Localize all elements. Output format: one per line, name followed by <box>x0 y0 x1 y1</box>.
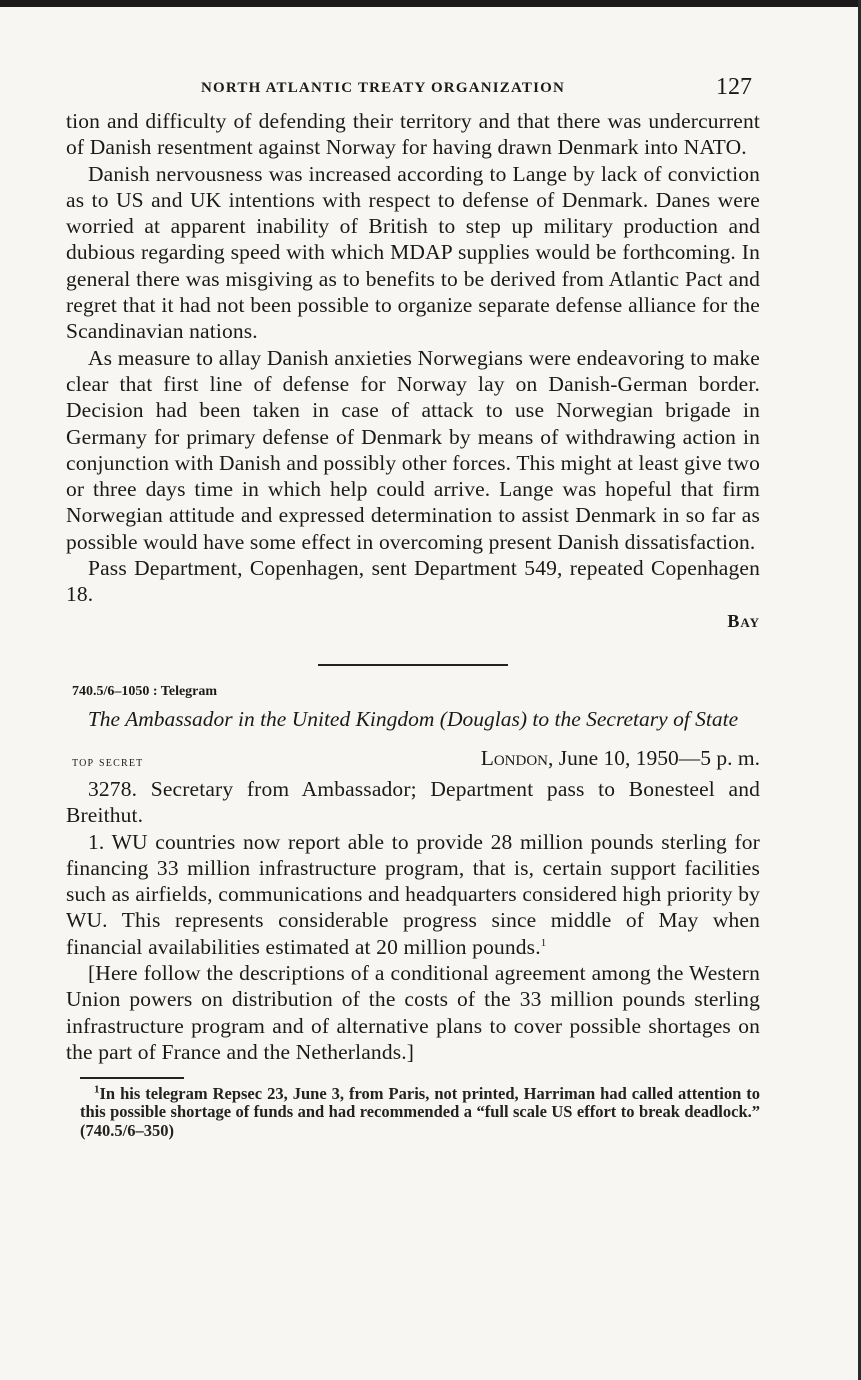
telegram-body <box>66 776 760 1065</box>
file-reference: 740.5/6–1050 : Telegram <box>72 683 218 699</box>
footnote <box>66 1085 760 1141</box>
paragraph-text: 1. WU countries now report able to provide 28 million pounds sterling for financing 33 million infrastructure program, that is, certain support facilities such as airfields, communications and headquarters considered high priority by WU. This represents considerable progress since middle of May when financial availabilities estimated at 20 million pounds. <box>66 829 760 959</box>
section-divider <box>318 664 508 666</box>
city: London <box>480 745 548 770</box>
footnote-text: In his telegram Repsec 23, June 3, from Paris, not printed, Harriman had called attention to this possible shortage of funds and had recommended a “full scale US effort to break deadlock.” (740.5/6–350) <box>80 1083 760 1140</box>
paragraph: tion and difficulty of defending their territory and that there was undercurrent of Danish resentment against Norway for having drawn Denmark into NATO. <box>66 109 760 160</box>
page-header <box>66 70 760 108</box>
paragraph: 3278. Secretary from Ambassador; Department pass to Bonesteel and Breithut. <box>66 776 760 828</box>
paragraph <box>66 829 760 960</box>
dateline <box>66 746 760 776</box>
document-page <box>66 70 760 1140</box>
footnote-rule <box>80 1077 184 1079</box>
paragraph: [Here follow the descriptions of a conditional agreement among the Western Union powers on distribution of the costs of the 33 million pounds sterling infrastructure program and of alternative plans to cover possible shortages on the part of France and the Netherlands.] <box>66 961 760 1064</box>
document-title: The Ambassador in the United Kingdom (Douglas) to the Secretary of State <box>87 706 739 731</box>
page-number: 127 <box>716 74 752 100</box>
date-place <box>481 746 760 771</box>
signature: Bay <box>727 610 760 631</box>
running-head: NORTH ATLANTIC TREATY ORGANIZATION <box>201 80 566 96</box>
top-border <box>0 0 861 7</box>
footnote-ref: 1 <box>540 936 547 949</box>
telegram-body-continued <box>66 108 760 634</box>
classification: top secret <box>72 754 144 770</box>
date: , June 10, 1950—5 p. m. <box>547 745 760 770</box>
footnote-marker: 1 <box>94 1083 100 1096</box>
paragraph: Danish nervousness was increased according to Lange by lack of conviction as to US and UK intentions with respect to defense of Denmark. Danes were worried at apparent inability of British to step up military production and dubious regarding speed with which MDAP supplies would be forthcoming. In general there was misgiving as to benefits to be derived from Atlantic Pact and regret that it had not been possible to organize separate defense alliance for the Scandinavian nations. <box>66 161 760 344</box>
paragraph: As measure to allay Danish anxieties Norwegians were endeavoring to make clear that first line of defense for Norway lay on Danish-German border. Decision had been taken in case of attack to use Norwegian brigade in Germany for primary defense of Denmark by means of withdrawing action in conjunction with Danish and possibly other forces. This might at least give two or three days time in which help could arrive. Lange was hopeful that firm Norwegian attitude and expressed determination to assist Denmark in so far as possible would have some effect in overcoming present Danish dissatisfaction. <box>66 345 760 554</box>
paragraph: Pass Department, Copenhagen, sent Department 549, repeated Copenhagen 18. <box>66 556 760 607</box>
